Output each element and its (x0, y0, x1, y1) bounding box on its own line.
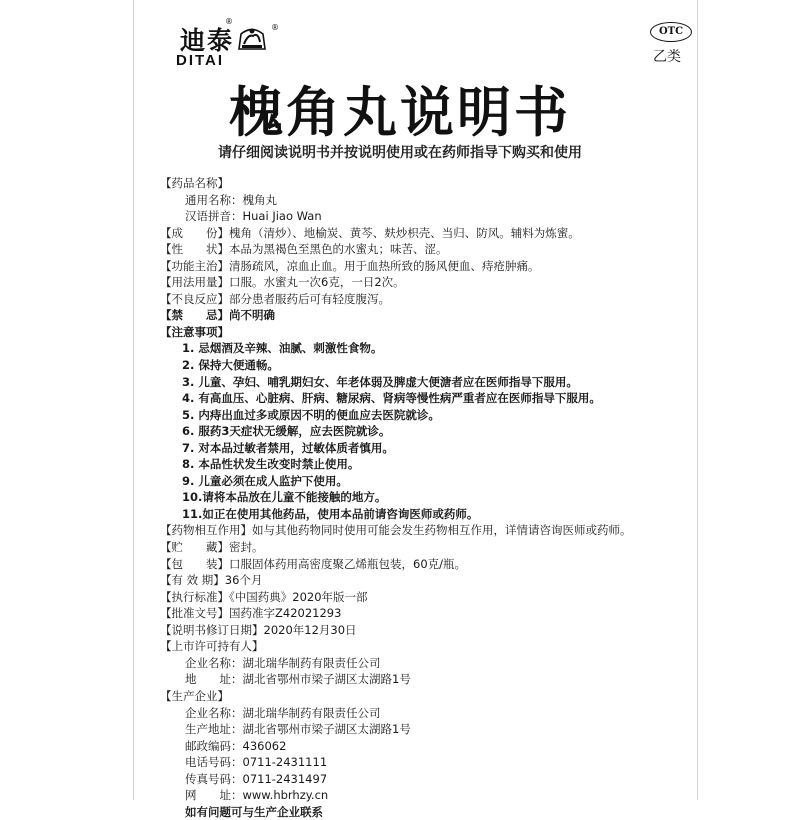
precaution-item: 5. 内痔出血过多或原因不明的便血应去医院就诊。 (182, 407, 440, 422)
brand-logo-english: DITAI (176, 52, 225, 69)
section-indications: 【功能主治】清肠疏风，凉血止血。用于血热所致的肠风便血、痔疮肿痛。 (160, 258, 540, 273)
precaution-item: 2. 保持大便通畅。 (182, 358, 279, 373)
section-approval-number: 【批准文号】国药准字Z42021293 (160, 606, 342, 621)
otc-badge: OTC (650, 22, 692, 42)
phone-number: 电话号码：0711-2431111 (185, 755, 328, 770)
generic-name: 通用名称：槐角丸 (185, 192, 277, 207)
section-dosage: 【用法用量】口服。水蜜丸一次6克，一日2次。 (160, 275, 405, 290)
precaution-item: 3. 儿童、孕妇、哺乳期妇女、年老体弱及脾虚大便溏者应在医师指导下服用。 (182, 374, 578, 389)
section-shelf-life: 【有 效 期】36个月 (160, 573, 263, 588)
precaution-item: 10.请将本品放在儿童不能接触的地方。 (182, 490, 387, 505)
precaution-item: 11.如正在使用其他药品，使用本品前请咨询医师或药师。 (182, 506, 479, 521)
precaution-item: 4. 有高血压、心脏病、肝病、糖尿病、肾病等慢性病严重者应在医师指导下服用。 (182, 391, 601, 406)
section-drug-interactions: 【药物相互作用】如与其他药物同时使用可能会发生药物相互作用，详情请咨询医师或药师。 (160, 523, 632, 538)
section-drug-name: 【药品名称】 (160, 176, 229, 190)
precaution-item: 1. 忌烟酒及辛辣、油腻、刺激性食物。 (182, 341, 383, 356)
precaution-item: 7. 对本品过敏者禁用，过敏体质者慎用。 (182, 440, 394, 455)
precaution-item: 6. 服药3天症状无缓解，应去医院就诊。 (182, 424, 391, 439)
section-contraindications: 【禁 忌】尚不明确 (160, 308, 275, 323)
company-emblem-icon (236, 22, 268, 54)
fax-number: 传真号码：0711-2431497 (185, 771, 328, 786)
section-revision-date: 【说明书修订日期】2020年12月30日 (160, 622, 357, 637)
brand-logo-chinese: 迪泰 (180, 26, 235, 55)
website: 网 址：www.hbrhzy.cn (185, 788, 329, 803)
usage-advice: 请仔细阅读说明书并按说明使用或在药师指导下购买和使用 (218, 145, 582, 161)
manufacturer-address: 生产地址：湖北省鄂州市梁子湖区太湖路1号 (185, 722, 411, 737)
postal-code: 邮政编码：436062 (185, 738, 287, 753)
registered-mark: ® (225, 17, 233, 26)
section-license-holder: 【上市许可持有人】 (160, 639, 264, 654)
pinyin-name: 汉语拼音：Huai Jiao Wan (185, 209, 322, 224)
section-ingredients: 【成 份】槐角（清炒）、地榆炭、黄芩、麸炒枳壳、当归、防风。辅料为炼蜜。 (160, 225, 580, 240)
page-title: 槐角丸说明书 (229, 80, 571, 144)
manufacturer-name: 企业名称：湖北瑞华制药有限责任公司 (185, 705, 381, 720)
precaution-item: 8. 本品性状发生改变时禁止使用。 (182, 457, 360, 472)
section-storage: 【贮 藏】密封。 (160, 540, 264, 555)
holder-address: 地 址：湖北省鄂州市梁子湖区太湖路1号 (185, 672, 411, 687)
insert-body (160, 175, 690, 820)
holder-company-name: 企业名称：湖北瑞华制药有限责任公司 (185, 655, 381, 670)
section-appearance: 【性 状】本品为黑褐色至黑色的水蜜丸；味苦、涩。 (160, 242, 448, 257)
otc-class-label: 乙类 (653, 49, 681, 65)
emblem-registered-mark: ® (271, 23, 279, 32)
contact-note: 如有问题可与生产企业联系 (185, 804, 323, 819)
section-standard: 【执行标准】《中国药典》2020年版一部 (160, 589, 368, 604)
precaution-item: 9. 儿童必须在成人监护下使用。 (182, 473, 348, 488)
section-precautions: 【注意事项】 (160, 324, 229, 339)
section-package: 【包 装】口服固体药用高密度聚乙烯瓶包装，60克/瓶。 (160, 556, 467, 571)
section-manufacturer: 【生产企业】 (160, 688, 229, 703)
section-adverse-reactions: 【不良反应】部分患者服药后可有轻度腹泻。 (160, 291, 390, 306)
